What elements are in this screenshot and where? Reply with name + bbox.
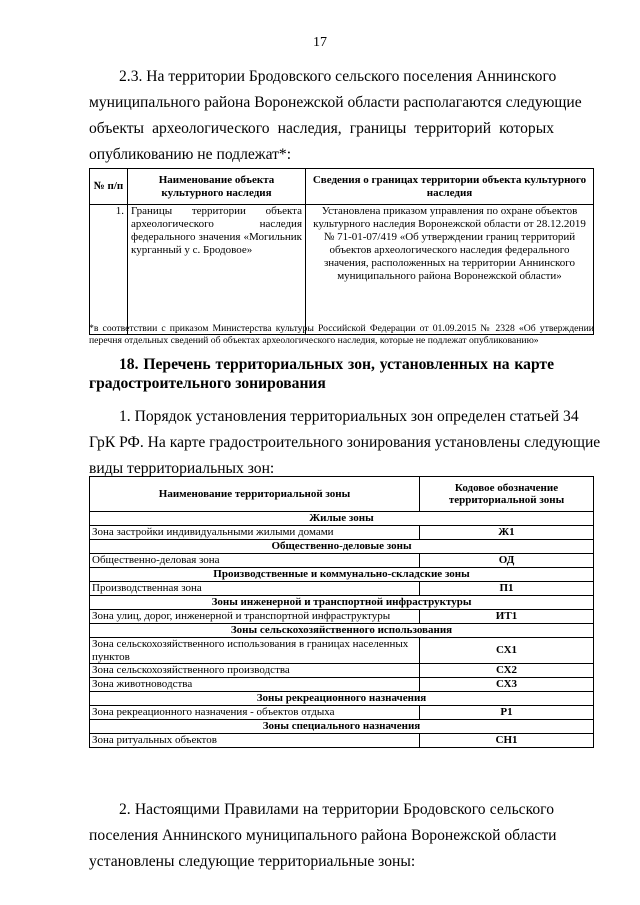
text-line: установлены следующие территориальные зоны:: [89, 853, 416, 870]
text-line: опубликованию не подлежат*:: [89, 146, 292, 163]
table-header-cell: № п/п: [90, 169, 128, 205]
zone-name: Производственная зона: [90, 582, 420, 596]
zone-name: Зона застройки индивидуальными жилыми домами: [90, 526, 420, 540]
text-line: 1. Порядок установления территориальных зон определен статьей 34: [119, 408, 579, 425]
zone-group-title: Жилые зоны: [90, 512, 594, 526]
zone-code: СХ1: [420, 638, 594, 664]
table-header-row: [90, 477, 594, 512]
heritage-objects-table: [89, 168, 594, 335]
text-line: 2. Настоящими Правилами на территории Бродовского сельского: [119, 801, 554, 818]
table-row: [90, 734, 594, 748]
table-row: [90, 582, 594, 596]
zone-group-row: [90, 512, 594, 526]
zone-name: Зона рекреационного назначения - объектов отдыха: [90, 706, 420, 720]
table-row: [90, 526, 594, 540]
heading-line: 18. Перечень территориальных зон, установленных на карте: [119, 356, 554, 373]
zone-code: ОД: [420, 554, 594, 568]
table-row: [90, 706, 594, 720]
text-line: 2.3. На территории Бродовского сельского поселения Аннинского: [119, 68, 557, 85]
table-header-cell: Кодовое обозначение территориальной зоны: [420, 477, 594, 512]
zone-name: Зона улиц, дорог, инженерной и транспортной инфраструктуры: [90, 610, 420, 624]
zone-group-title: Зоны рекреационного назначения: [90, 692, 594, 706]
table-header-row: [90, 169, 594, 205]
zone-group-title: Общественно-деловые зоны: [90, 540, 594, 554]
table-row: [90, 610, 594, 624]
text-line: объекты археологического наследия, границы территорий которых: [89, 120, 554, 137]
section-18-heading: [89, 355, 554, 393]
zone-group-row: [90, 540, 594, 554]
zone-group-title: Зоны сельскохозяйственного использования: [90, 624, 594, 638]
zone-code: ИТ1: [420, 610, 594, 624]
zone-group-title: Производственные и коммунально-складские зоны: [90, 568, 594, 582]
zone-code: СХ2: [420, 664, 594, 678]
zone-name: Зона животноводства: [90, 678, 420, 692]
section-18-paragraph-1: [89, 404, 601, 482]
zone-name: Зона сельскохозяйственного производства: [90, 664, 420, 678]
text-line: муниципального района Воронежской области располагаются следующие: [89, 94, 582, 111]
zone-code: СХ3: [420, 678, 594, 692]
zone-name: Зона ритуальных объектов: [90, 734, 420, 748]
territorial-zones-table: [89, 476, 594, 748]
zone-code: СН1: [420, 734, 594, 748]
text-line: поселения Аннинского муниципального района Воронежской области: [89, 827, 557, 844]
zone-name: Зона сельскохозяйственного использования в границах населенных пунктов: [90, 638, 420, 664]
zone-group-row: [90, 624, 594, 638]
zone-group-row: [90, 692, 594, 706]
zone-code: Р1: [420, 706, 594, 720]
text-line: ГрК РФ. На карте градостроительного зонирования установлены следующие: [89, 434, 601, 451]
zone-group-row: [90, 596, 594, 610]
table-row: [90, 205, 594, 335]
table-row: [90, 554, 594, 568]
table-header-cell: Наименование территориальной зоны: [90, 477, 420, 512]
table-row: [90, 664, 594, 678]
object-name: Границы территории объекта археологического наследия федерального значения «Могильник курганный у с. Бродовое»: [128, 205, 306, 335]
zone-group-row: [90, 568, 594, 582]
zone-code: Ж1: [420, 526, 594, 540]
section-18-paragraph-2: [89, 797, 557, 875]
zone-group-row: [90, 720, 594, 734]
zone-group-title: Зоны специального назначения: [90, 720, 594, 734]
heading-line: градостроительного зонирования: [89, 375, 326, 392]
zone-group-title: Зоны инженерной и транспортной инфраструктуры: [90, 596, 594, 610]
page-number: 17: [313, 35, 327, 50]
zone-code: П1: [420, 582, 594, 596]
row-number: 1.: [90, 205, 128, 335]
table-header-cell: Наименование объекта культурного наследия: [128, 169, 306, 205]
text-line: виды территориальных зон:: [89, 460, 275, 477]
table-row: [90, 678, 594, 692]
zone-name: Общественно-деловая зона: [90, 554, 420, 568]
section-2-3-paragraph: [89, 64, 582, 168]
boundary-info: Установлена приказом управления по охране объектов культурного наследия Воронежской области от 28.12.2019 № 71-01-07/419 «Об утверждении границ территорий объектов археологического наследия федерального значения, расположенных на территории Аннинского муниципального района Воронежской области»: [306, 205, 594, 335]
table-row: [90, 638, 594, 664]
footnote: *в соответствии с приказом Министерства культуры Российской Федерации от 01.09.2015 № 2328 «Об утверждении перечня отдельных сведений об объектах археологического наследия, которые не подлежат опубликованию»: [89, 323, 594, 346]
table-header-cell: Сведения о границах территории объекта культурного наследия: [306, 169, 594, 205]
